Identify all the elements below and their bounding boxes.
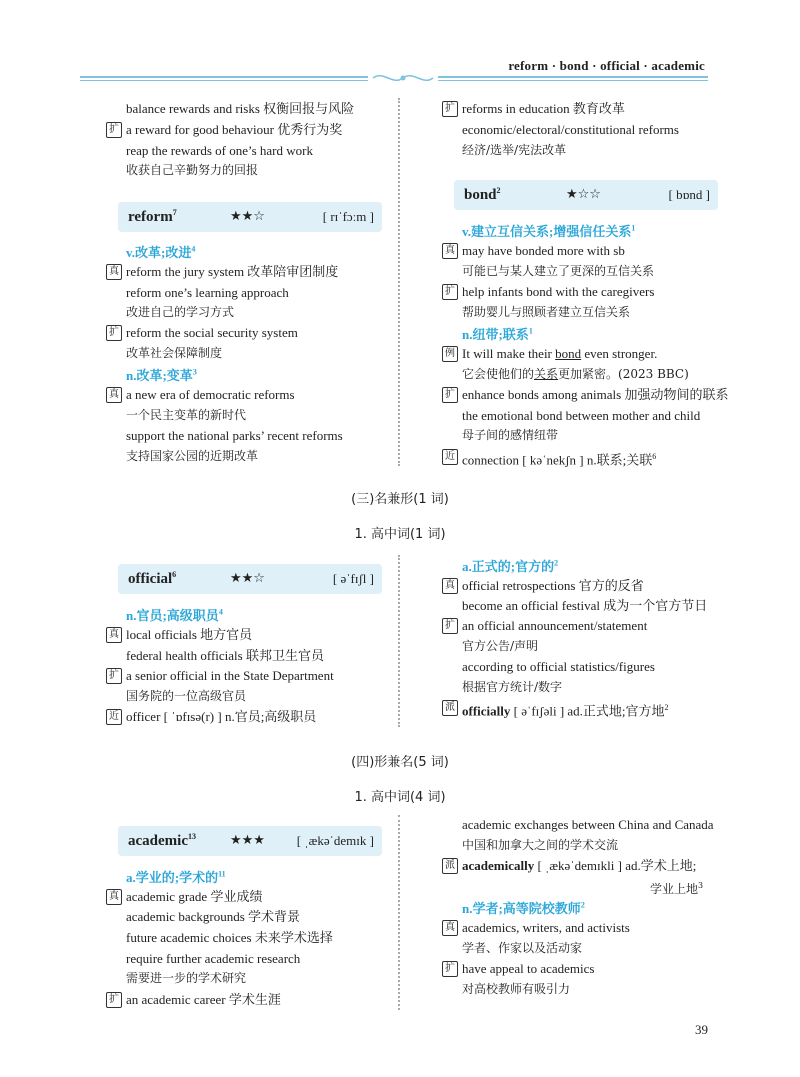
marker-kuo: 扩	[442, 284, 458, 300]
marker-zhen: 真	[106, 627, 122, 643]
headword-box-official	[118, 564, 382, 594]
column-divider	[398, 555, 410, 727]
headword: bond$^2$	[464, 186, 501, 203]
section-title: (四)形兼名(5 词)	[351, 755, 449, 770]
text-line: federal health officials 联邦卫生官员	[126, 648, 324, 663]
subsection-title: 1. 高中词(1 词)	[354, 527, 446, 542]
text-line: require further academic research	[126, 951, 301, 966]
marker-zhen: 真	[106, 889, 122, 905]
phonetic: [ bɒnd ]	[668, 187, 710, 202]
text-line: balance rewards and risks 权衡回报与风险	[126, 101, 355, 116]
example-sentence: It will make their bond even stronger.	[462, 346, 658, 361]
marker-kuo: 扩	[106, 325, 122, 341]
page-header	[0, 0, 800, 90]
text-line: 可能已与某人建立了更深的互信关系	[462, 264, 655, 278]
sense-label: n.纽带;联系$^1$	[462, 326, 533, 342]
text-line: 一个民主变革的新时代	[126, 408, 247, 422]
text-line: academic backgrounds 学术背景	[126, 909, 301, 924]
marker-kuo: 扩	[106, 122, 122, 138]
text-line: a senior official in the State Department	[126, 668, 334, 683]
text-line: academic grade 学业成绩	[126, 889, 263, 904]
sense-label: a.学业的;学术的$^{11}$	[126, 869, 226, 885]
text-line: 学者、作家以及活动家	[462, 941, 583, 955]
marker-kuo: 扩	[442, 101, 458, 117]
marker-kuo: 扩	[442, 961, 458, 977]
text-line: reform the social security system	[126, 325, 298, 340]
header-title: reform · bond · official · academic	[508, 58, 705, 73]
subsection-title: 1. 高中词(4 词)	[354, 790, 446, 805]
marker-kuo: 扩	[106, 992, 122, 1008]
text-line: may have bonded more with sb	[462, 243, 625, 258]
text-line: support the national parks’ recent reforms	[126, 428, 343, 443]
text-line: help infants bond with the caregivers	[462, 284, 655, 299]
text-line: 支持国家公园的近期改革	[126, 449, 259, 463]
text-line: local officials 地方官员	[126, 627, 253, 642]
text-line: have appeal to academics	[462, 961, 595, 976]
header-ornament-icon	[368, 70, 438, 86]
headword-box-bond	[454, 180, 718, 210]
text-line: an official announcement/statement	[462, 618, 648, 633]
text-line: reforms in education 教育改革	[462, 101, 625, 116]
rating-stars: ★★☆	[230, 571, 265, 586]
text-line: a new era of democratic reforms	[126, 387, 295, 402]
marker-zhen: 真	[106, 387, 122, 403]
text-line: 对高校教师有吸引力	[462, 982, 571, 996]
derivative-line: academically [ ˌækəˈdemɪkli ] ad.学术上地;	[462, 858, 697, 873]
text-line: 帮助婴儿与照顾者建立互信关系	[462, 305, 631, 319]
text-line: academic exchanges between China and Canada	[462, 817, 714, 832]
column-divider	[398, 815, 410, 1010]
rating-stars: ★☆☆	[566, 187, 601, 202]
derivative-line: officially [ əˈfɪʃəli ] ad.正式地;官方地$^2$	[462, 703, 669, 719]
sense-label: n.官员;高级职员$^4$	[126, 607, 223, 623]
marker-zhen: 真	[442, 578, 458, 594]
column-divider	[398, 98, 410, 466]
marker-kuo: 扩	[442, 387, 458, 403]
text-line: future academic choices 未来学术选择	[126, 930, 333, 945]
text-line: according to official statistics/figures	[462, 659, 655, 674]
text-line: reap the rewards of one’s hard work	[126, 143, 313, 158]
phonetic: [ əˈfɪʃl ]	[332, 571, 374, 586]
text-line: 中国和加拿大之间的学术交流	[462, 838, 619, 852]
phonetic: [ ˌækəˈdemɪk ]	[296, 833, 374, 848]
text-line: reform the jury system 改革陪审团制度	[126, 264, 339, 279]
text-line: 需要进一步的学术研究	[126, 971, 247, 985]
marker-pai: 派	[442, 858, 458, 874]
marker-kuo: 扩	[106, 668, 122, 684]
section-title: (三)名兼形(1 词)	[351, 492, 449, 507]
marker-li: 例	[442, 346, 458, 362]
text-line: 经济/选举/宪法改革	[462, 143, 567, 157]
text-line: enhance bonds among animals 加强动物间的联系	[462, 387, 729, 402]
text-line: 母子间的感情纽带	[462, 428, 559, 442]
sense-label: v.改革;改进$^4$	[126, 244, 196, 260]
headword-box-reform	[118, 202, 382, 232]
sense-label: a.正式的;官方的$^2$	[462, 558, 559, 574]
text-line: the emotional bond between mother and child	[462, 408, 701, 423]
sense-label: v.建立互信关系;增强信任关系$^1$	[462, 223, 636, 239]
phonetic: [ rɪˈfɔːm ]	[322, 209, 374, 224]
sense-label: n.学者;高等院校教师$^2$	[462, 900, 585, 916]
text-line: academics, writers, and activists	[462, 920, 630, 935]
text-line: officer [ ˈɒfɪsə(r) ] n.官员;高级职员	[126, 709, 317, 724]
headword: official$^6$	[128, 570, 177, 587]
derivative-line-2: 学业上地$^3$	[650, 881, 704, 896]
text-line: economic/electoral/constitutional reforms	[462, 122, 679, 137]
example-translation: 它会使他们的关系更加紧密。(2023 BBC)	[462, 367, 689, 381]
text-line: 收获自己辛勤努力的回报	[126, 163, 259, 177]
headword: reform$^7$	[128, 208, 177, 225]
text-line: connection [ kəˈnekʃn ] n.联系;关联$^6$	[462, 452, 657, 468]
text-line: become an official festival 成为一个官方节日	[462, 598, 708, 613]
text-line: 改进自己的学习方式	[126, 305, 235, 319]
headword: academic$^{13}$	[128, 832, 196, 849]
text-line: 国务院的一位高级官员	[126, 689, 247, 703]
marker-zhen: 真	[442, 920, 458, 936]
marker-pai: 派	[442, 700, 458, 716]
text-line: reform one’s learning approach	[126, 285, 289, 300]
marker-jin: 近	[442, 449, 458, 465]
text-line: official retrospections 官方的反省	[462, 578, 644, 593]
sense-label: n.改革;变革$^3$	[126, 367, 197, 383]
text-line: 改革社会保障制度	[126, 346, 223, 360]
headword-box-academic	[118, 826, 382, 856]
text-line: 官方公告/声明	[462, 639, 539, 653]
marker-jin: 近	[106, 709, 122, 725]
rating-stars: ★★☆	[230, 209, 265, 224]
marker-zhen: 真	[442, 243, 458, 259]
rating-stars: ★★★	[230, 833, 265, 848]
marker-kuo: 扩	[442, 618, 458, 634]
text-line: a reward for good behaviour 优秀行为奖	[126, 122, 343, 137]
marker-zhen: 真	[106, 264, 122, 280]
page-number: 39	[695, 1022, 708, 1037]
text-line: an academic career 学术生涯	[126, 992, 281, 1007]
text-line: 根据官方统计/数字	[462, 680, 563, 694]
